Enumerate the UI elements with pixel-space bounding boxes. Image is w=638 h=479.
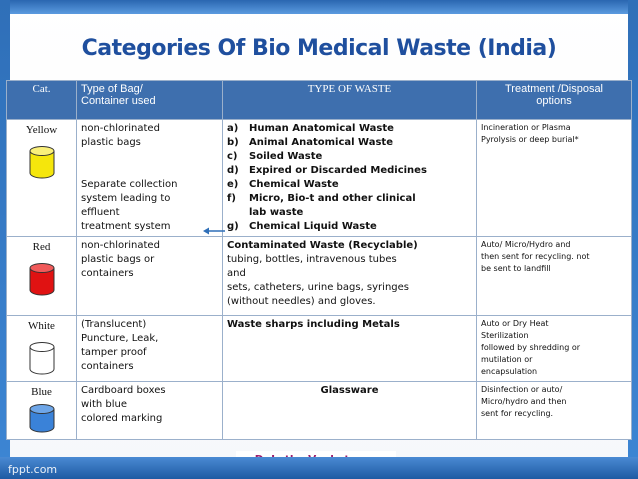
waste-cell-yellow <box>223 120 477 237</box>
table-row-yellow <box>7 120 632 237</box>
category-cell-yellow <box>7 120 77 237</box>
category-label: Yellow <box>25 124 58 136</box>
watermark: fppt.com <box>8 463 58 476</box>
category-cell-white <box>7 316 77 382</box>
treatment-cell-red: Auto/ Micro/Hydro and then sent for recycling. not be sent to landfill <box>477 237 632 316</box>
red-bin-icon <box>28 262 56 296</box>
table-row-red <box>7 237 632 316</box>
treatment-cell-blue: Disinfection or auto/ Micro/hydro and then sent for recycling. <box>477 382 632 440</box>
header-bag-type: Type of Bag/ Container used <box>77 81 223 120</box>
waste-cell-blue: Glassware <box>223 382 477 440</box>
waste-list <box>227 122 472 234</box>
list-item: b) Animal Anatomical Waste <box>227 137 393 148</box>
yellow-bin-icon <box>28 145 56 179</box>
treatment-cell-white: Auto or Dry Heat Sterilization followed by shredding or mutilation or encapsulation <box>477 316 632 382</box>
header-category: Cat. <box>7 81 77 120</box>
bag-cell-yellow: non-chlorinated plastic bags Separate collection system leading to effluent treatment system <box>77 120 223 237</box>
table-header-row <box>7 81 632 120</box>
list-item: d) Expired or Discarded Medicines <box>227 165 427 176</box>
list-item: f) Micro, Bio-t and other clinical <box>227 193 416 204</box>
arrow-left-icon <box>203 226 225 236</box>
list-item: e) Chemical Waste <box>227 179 339 190</box>
category-label: Blue <box>31 386 52 398</box>
bag-cell-blue: Cardboard boxes with blue colored marking <box>77 382 223 440</box>
category-cell-blue <box>7 382 77 440</box>
table-row-blue <box>7 382 632 440</box>
table-row-white <box>7 316 632 382</box>
header-waste-type: TYPE OF WASTE <box>223 81 477 120</box>
list-item: lab waste <box>249 207 304 218</box>
list-item: g) Chemical Liquid Waste <box>227 221 377 232</box>
category-label: Red <box>32 241 51 253</box>
bag-cell-red: non-chlorinated plastic bags or containers <box>77 237 223 316</box>
bottom-decor-strip <box>0 457 638 479</box>
list-item: a) Human Anatomical Waste <box>227 123 394 134</box>
white-bin-icon <box>28 341 56 375</box>
category-cell-red <box>7 237 77 316</box>
list-item: c) Soiled Waste <box>227 151 323 162</box>
bag-cell-white: (Translucent) Puncture, Leak, tamper proof containers <box>77 316 223 382</box>
slide-title: Categories Of Bio Medical Waste (India) <box>81 36 557 61</box>
waste-category-table <box>6 80 632 440</box>
waste-cell-red: Contaminated Waste (Recyclable) tubing, bottles, intravenous tubes and sets, catheters, urine bags, syringes (without needles) and gloves. <box>223 237 477 316</box>
waste-cell-white: Waste sharps including Metals <box>223 316 477 382</box>
category-label: White <box>28 320 55 332</box>
blue-bin-icon <box>28 403 56 433</box>
header-treatment: Treatment /Disposal options <box>477 81 632 120</box>
treatment-cell-yellow: Incineration or Plasma Pyrolysis or deep burial* <box>477 120 632 237</box>
top-decor-strip <box>0 0 638 14</box>
